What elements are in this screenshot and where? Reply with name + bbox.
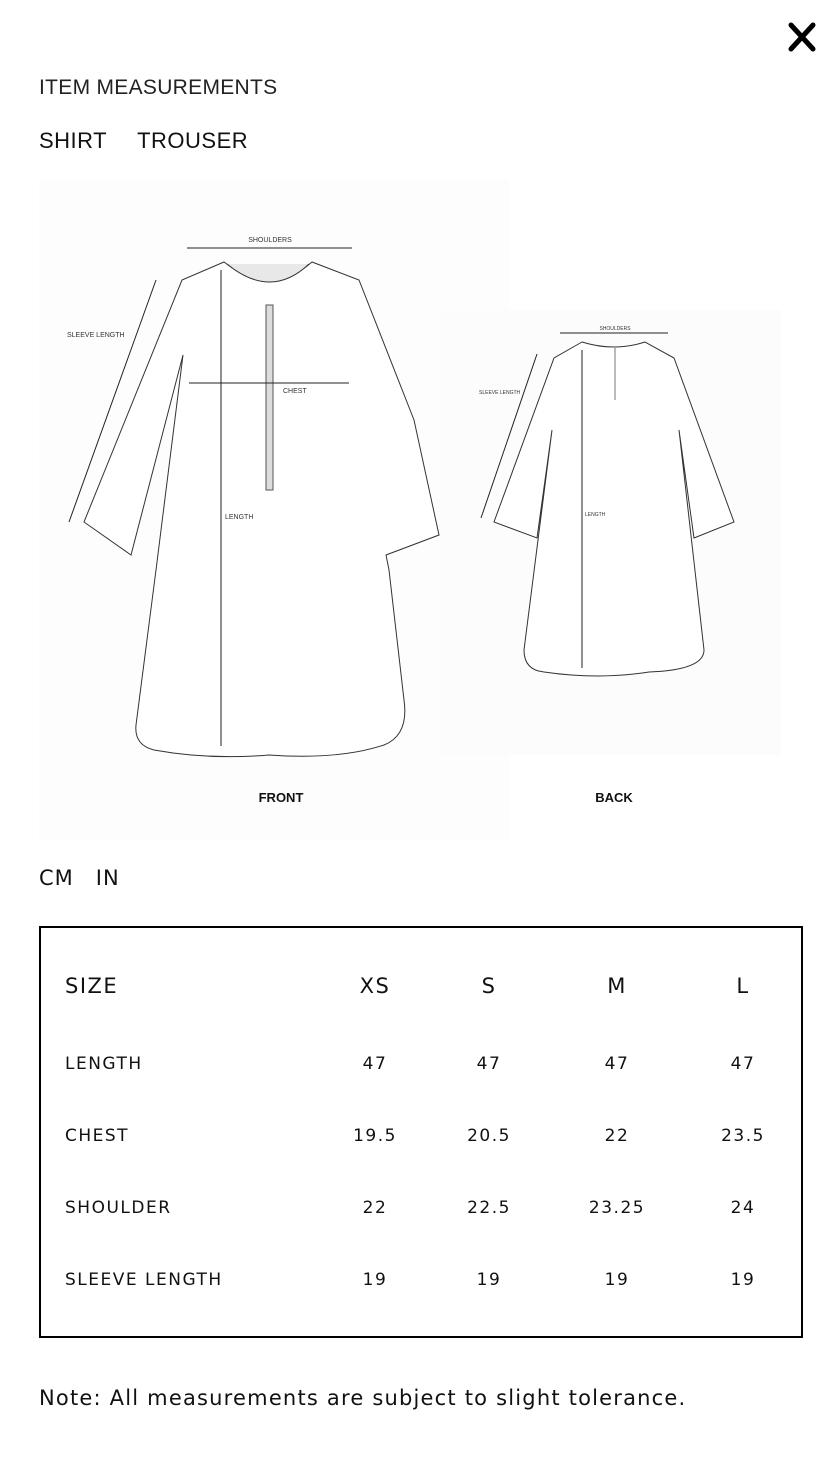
table-row [41, 1198, 801, 1228]
unit-in[interactable]: IN [95, 866, 120, 890]
back-shoulders-label: SHOULDERS [599, 326, 631, 332]
front-shoulders-label: SHOULDERS [248, 237, 292, 244]
back-caption: BACK [595, 790, 633, 805]
back-sleeve-length-label: SLEEVE LENGTH [479, 390, 521, 396]
cell-value: 47 [604, 1054, 630, 1074]
table-row [41, 1270, 801, 1300]
cell-value: 47 [362, 1054, 388, 1074]
close-button[interactable] [786, 20, 818, 54]
row-label: SHOULDER [65, 1198, 172, 1218]
cell-value: 22 [604, 1126, 630, 1146]
garment-tabs [39, 128, 248, 154]
table-row [41, 1126, 801, 1156]
cell-value: 47 [730, 1054, 756, 1074]
cell-value: 19 [476, 1270, 502, 1290]
header-m: M [607, 974, 627, 998]
back-length-label: LENGTH [585, 512, 606, 518]
cell-value: 19 [604, 1270, 630, 1290]
front-length-label: LENGTH [225, 514, 254, 521]
cell-value: 19 [362, 1270, 388, 1290]
tab-shirt[interactable]: SHIRT [39, 128, 108, 153]
table-header-row [41, 974, 801, 1004]
header-size: SIZE [65, 974, 119, 998]
header-xs: XS [359, 974, 391, 998]
row-label: LENGTH [65, 1054, 143, 1074]
cell-value: 24 [730, 1198, 756, 1218]
close-x-icon [786, 20, 818, 54]
cell-value: 22 [362, 1198, 388, 1218]
cell-value: 22.5 [467, 1198, 511, 1218]
cell-value: 19 [730, 1270, 756, 1290]
header-s: S [481, 974, 497, 998]
front-chest-label: CHEST [283, 388, 307, 395]
cell-value: 19.5 [353, 1126, 397, 1146]
tab-trouser[interactable]: TROUSER [137, 128, 249, 153]
unit-cm[interactable]: CM [39, 866, 74, 890]
cell-value: 20.5 [467, 1126, 511, 1146]
modal-title: ITEM MEASUREMENTS [39, 76, 278, 99]
size-chart-table [39, 926, 803, 1338]
row-label: SLEEVE LENGTH [65, 1270, 223, 1290]
measurement-diagram [39, 180, 781, 840]
front-sleeve-length-label: SLEEVE LENGTH [67, 332, 125, 339]
table-row [41, 1054, 801, 1084]
unit-toggle [39, 866, 120, 890]
cell-value: 47 [476, 1054, 502, 1074]
header-l: L [736, 974, 750, 998]
tolerance-note: Note: All measurements are subject to slight tolerance. [39, 1386, 687, 1410]
row-label: CHEST [65, 1126, 130, 1146]
cell-value: 23.25 [588, 1198, 646, 1218]
front-caption: FRONT [258, 790, 304, 805]
cell-value: 23.5 [721, 1126, 765, 1146]
